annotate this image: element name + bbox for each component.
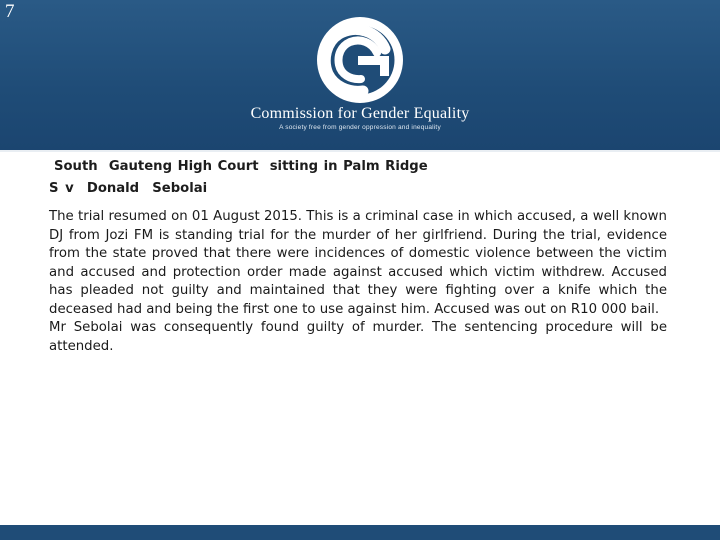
organization-tagline: A society free from gender oppression and inequality bbox=[279, 124, 441, 131]
cge-logo-icon bbox=[311, 14, 409, 106]
case-heading: S v Donald Sebolai bbox=[49, 181, 208, 196]
trial-paragraph: The trial resumed on 01 August 2015. This is a criminal case in which accused, a well known DJ from Jozi FM is standing trial for the murder of her girlfriend. During the trial, evidence from the state proved that there were incidences of domestic violence between the victim and accused and protection order made against accused which victim withdrew. Accused has pleaded not guilty and maintained that they were fighting over a knife which the deceased had and being the first one to use against him. Accused was out on R10 000 bail. bbox=[49, 209, 667, 317]
header-banner bbox=[0, 0, 720, 150]
court-heading: South Gauteng High Court sitting in Palm Ridge bbox=[54, 159, 428, 174]
organization-name: Commission for Gender Equality bbox=[250, 105, 470, 122]
footer-bar bbox=[0, 525, 720, 540]
slide-content bbox=[49, 156, 667, 356]
slide-number: 7 bbox=[5, 1, 15, 22]
verdict-paragraph: Mr Sebolai was consequently found guilty of murder. The sentencing procedure will be attended. bbox=[49, 320, 667, 354]
trial-summary bbox=[49, 208, 667, 356]
